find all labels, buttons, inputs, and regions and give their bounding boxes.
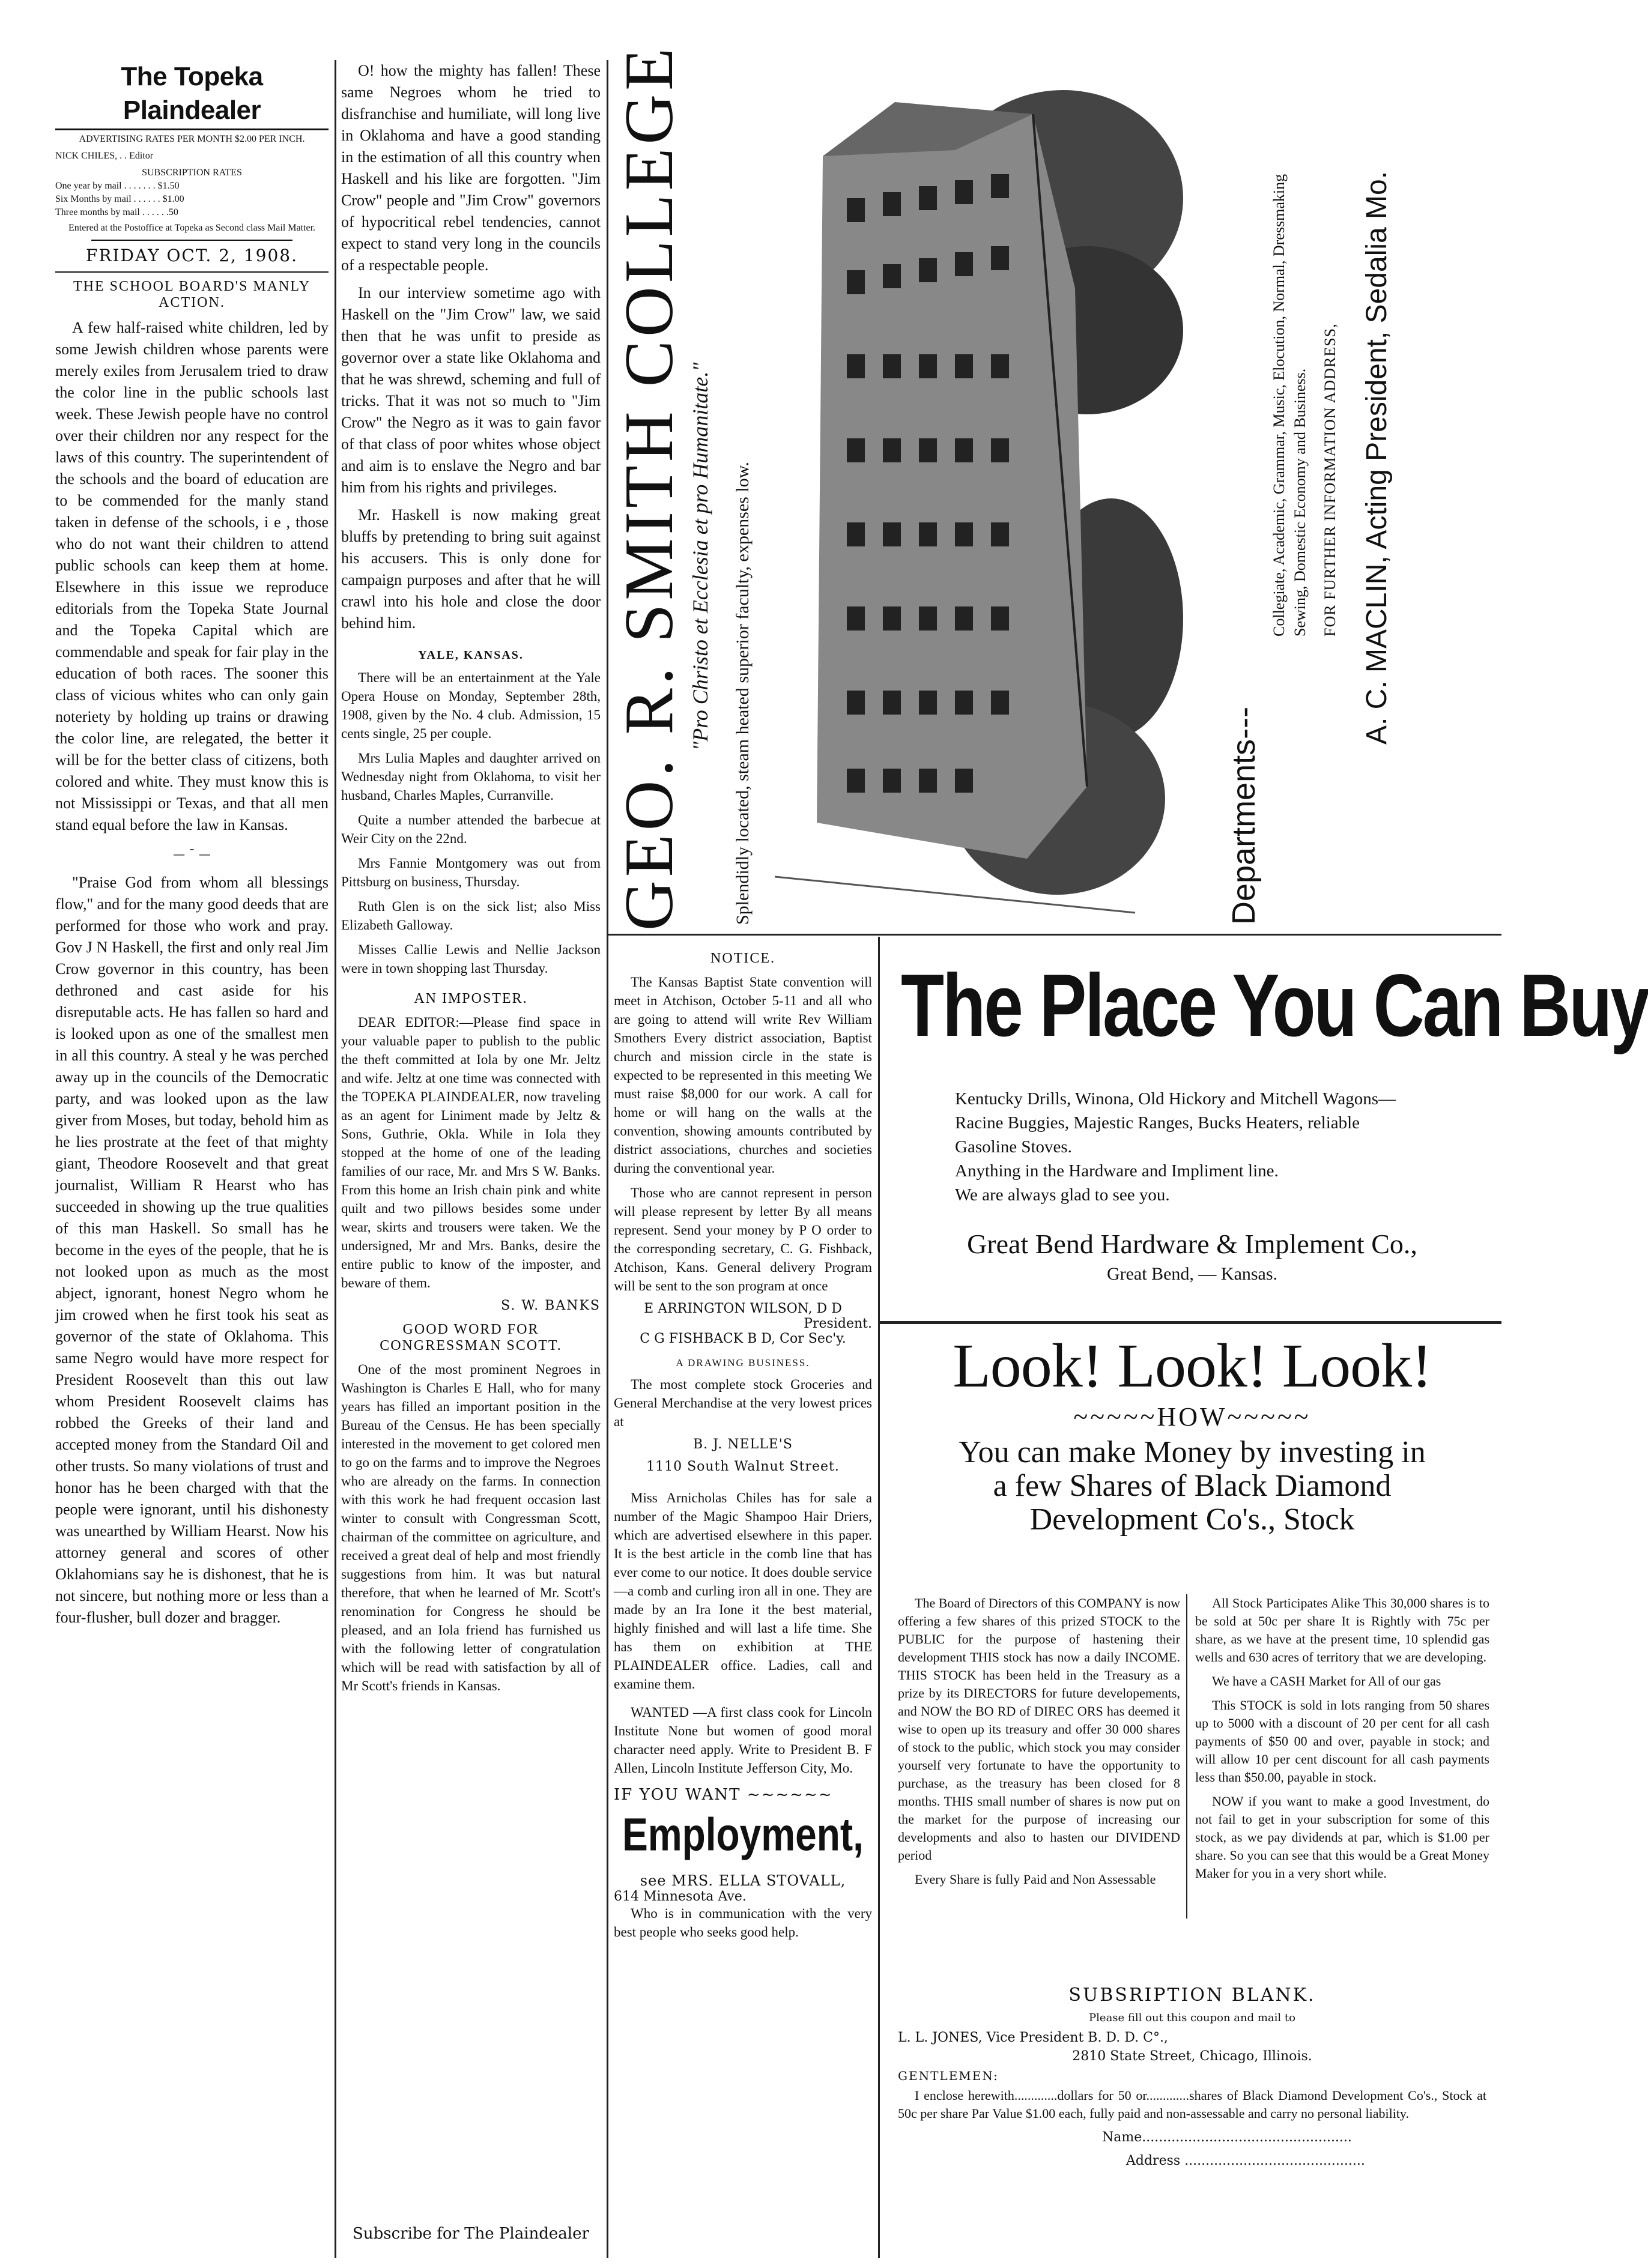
store-name: B. J. NELLE'S [693, 1437, 793, 1452]
blank-address: 2810 State Street, Chicago, Illinois. [1072, 2049, 1312, 2064]
college-ad [610, 44, 1501, 931]
name-field[interactable]: Name.................................................. [1102, 2130, 1352, 2145]
notice-paragraph: The most complete stock Groceries and General Merchandise at the very lowest prices at [614, 1377, 872, 1429]
news-item: Mrs Lulia Maples and daughter arrived on Wednesday night from Oklahoma, to visit her husband, Charles Maples, Curranville. [341, 751, 601, 803]
further-info: FOR FURTHER INFORMATION ADDRESS, [1321, 323, 1339, 637]
stock-paragraph: Every Share is fully Paid and Non Assessable [915, 1872, 1156, 1887]
invest-line: You can make Money by investing in [959, 1435, 1426, 1469]
column-2 [341, 60, 601, 2258]
invest-line: a few Shares of Black Diamond [993, 1469, 1392, 1503]
notice-paragraph: The Kansas Baptist State convention will meet in Atchison, October 5-11 and all who are going to attend will write Rev William Smothers Every district association, Baptist church and mission circle in the state is expected to be represented in this meeting We must raise $8,000 for our work. A call for home or will hang on the walls at the convention, showing amounts contributed by district associations, churches and societies during the conventional year. [614, 975, 872, 1176]
news-heading: AN IMPOSTER. [414, 991, 528, 1006]
address-field[interactable]: Address ........................................... [1126, 2153, 1365, 2168]
invest-line: Development Co's., Stock [1029, 1502, 1355, 1537]
departments-list: Collegiate, Academic, Grammar, Music, Elocution, Normal, Dressmaking [1270, 174, 1288, 637]
notice-paragraph: WANTED —A first class cook for Lincoln Institute None but women of good moral character need apply. Write to President B. F Allen, Lincoln Institute Jefferson City, Mo. [614, 1705, 872, 1776]
article-paragraph: Mr. Haskell is now making great bluffs by pretending to bring suit against his accusers. This is only done for campaign purposes and after that he will crawl into his hole and close the door behind him. [341, 506, 601, 632]
ad-divider [880, 1321, 1501, 1324]
stock-paragraph: NOW if you want to make a good Investment, do not fail to get in your subscription for some of this stock, as we pay dividends at par, which is $1.00 per share. So you can see that this would be a Great Money Maker for you in a very short while. [1195, 1794, 1489, 1881]
article-paragraph: O! how the mighty has fallen! These same Negroes whom he tried to disfranchise and humiliate, will long live in Oklahoma and have a good standing in the estimation of all this country when Haskell and his like are forgotten. "Jim Crow" people and "Jim Crow" governors of hypocritical rebel tendencies, cannot expect to stand very long in the councils of a respectable people. [341, 62, 601, 274]
rate-line: Six Months by mail . . . . . . $1.00 [55, 194, 184, 204]
hardware-line: Anything in the Hardware and Impliment line. [955, 1161, 1279, 1181]
stock-paragraph: This STOCK is sold in lots ranging from 50 shares up to 5000 with a discount of 20 per cent for all cash payments of $50 00 and over, payable in stock; and will allow 10 per cent discount for all cash payments less than $50.00, payable in stock. [1195, 1698, 1489, 1785]
notice-heading: NOTICE. [710, 951, 775, 966]
column-rule [335, 60, 336, 2258]
notice-paragraph: Miss Arnicholas Chiles has for sale a number of the Magic Shampoo Hair Driers, which are advertised elsewhere in this paper. It is the best article in the comb line that has ever come to our notice. It does double service—a comb and curling iron all in one. They are made by an Ira Ione it the best material, highly finished and will last a life time. She has them on exhibition at THE PLAINDEALER office. Ladies, call and examine them. [614, 1490, 872, 1692]
blank-recipient: L. L. JONES, Vice President B. D. D. C°., [898, 2030, 1168, 2045]
hardware-headline: The Place You Can Buy [901, 956, 1648, 1056]
notice-column [614, 946, 872, 2258]
news-heading: YALE, KANSAS. [418, 649, 524, 662]
departments-list: Sewing, Domestic Economy and Business. [1291, 368, 1309, 637]
hardware-welcome: We are always glad to see you. [955, 1185, 1170, 1205]
entered-notice: Entered at the Postoffice at Topeka as Second class Mail Matter. [68, 223, 316, 233]
column-rule [1186, 1594, 1187, 1919]
news-item: DEAR EDITOR:—Please find space in your valuable paper to publish to the public the theft committed at Iola by one Mr. Jeltz and wife. Jeltz at one time was connected with the TOPEKA PLAINDEALER, now traveling as an agent for Liniment made by Jeltz & Sons, Guthrie, Okla. While in Iola they stopped at the home of one of the leading families of our race, Mr. and Mrs S W. Banks. From this home an Irish chain pink and white quilt and two pillows besides some under wear, skirts and trousers were taken. We the undersigned, Mr and Mrs. Banks, desire the entire public to know of the imposter, and beware of them. [341, 1015, 601, 1290]
stock-right-column [1195, 1594, 1489, 1888]
notice-paragraph: Who is in communication with the very best people who seeks good help. [614, 1906, 872, 1940]
if-you-want: IF YOU WANT ~~~~~~ [614, 1786, 833, 1804]
stock-paragraph: The Board of Directors of this COMPANY is now offering a few shares of this prized STOCK to the PUBLIC for the purpose of hastening their development THIS stock has now a daily INCOME. THIS STOCK has been held in the Treasury as a prize by its DIRECTORS for future developements, and NOW the BO RD of DIREC ORS has deemed it wise to open up its treasury and offer 30 000 shares of stock to the public, which stock you may consider yourself very fortunate to have the opportunity to purchase, as the treasury has been closed for 8 months. THIS small number of shares is now put on the market for the purpose of increasing our developments and also to hasten our DIVIDEND period [898, 1595, 1181, 1863]
news-item: One of the most prominent Negroes in Washington is Charles E Hall, who for many years has filled an important position in the Bureau of the Census. He has been specially interested in the movement to get colored men to go on the farms and to improve the Negroes who are already on the farms. In connection with this work he had frequent occasion last winter to consult with Congressman Scott, chairman of the committee on agriculture, and received a great deal of help and most friendly suggestions from him. It was but natural therefore, that when he learned of Mr. Scott's renomination for Congress he should be pleased, and an Iola friend has furnished us with the following letter of congratulation which will be read with satisfaction by all of Mr Scott's friends in Kansas. [341, 1362, 601, 1693]
signature: S. W. BANKS [501, 1298, 601, 1313]
blank-instructions: Please fill out this coupon and mail to [1089, 2012, 1295, 2024]
look-headline: Look! Look! Look! [953, 1331, 1432, 1400]
masthead-title: The Topeka Plaindealer [121, 62, 263, 125]
hardware-body [955, 1087, 1423, 1207]
notice-paragraph: Those who are cannot represent in person will please represent by letter By all means represent. Send your money by P O order to the corresponding secretary, C. G. Fishback, Atchison, Kans. General delivery Program will be sent to the son program at once [614, 1185, 872, 1293]
news-item: Quite a number attended the barbecue at Weir City on the 22nd. [341, 812, 601, 846]
stock-paragraph: We have a CASH Market for All of our gas [1212, 1674, 1441, 1689]
news-item: Misses Callie Lewis and Nellie Jackson were in town shopping last Thursday. [341, 942, 601, 976]
editor-line: NICK CHILES, . . Editor [55, 151, 154, 161]
subscription-rates: SUBSCRIPTION RATES [142, 168, 242, 178]
notice-signature: C G FISHBACK B D, Cor Sec'y. [640, 1331, 846, 1346]
news-item: Mrs Fannie Montgomery was out from Pittsburg on business, Thursday. [341, 856, 601, 889]
college-building-illustration [775, 78, 1183, 931]
article-paragraph: A few half-raised white children, led by some Jewish children whose parents were merely exiles from Jerusalem tried to draw the color line in the public schools last week. These Jewish people have no control over their children nor any respect for the laws of this country. The superintendent of the schools and the board of education are to be commended for the manly stand taken in defense of the schools, i e , those who do not want their children to attend public schools can keep them at home. Elsewhere in this issue we reproduce editorials from the Topeka State Journal and the Topeka Capital which are commendable and speak for fair play in the education of both races. The sooner this class of vicious whites who can only gain noteriety by holding up trains or drawing the color line, are relegated, the better it will be for the better class of citizens, both colored and white. They must know this is not Mississippi or Texas, and that all men stand equal before the law in Kansas. [55, 319, 329, 833]
contact-address: 614 Minnesota Ave. [614, 1889, 747, 1904]
column-rule [607, 60, 608, 2258]
news-heading: GOOD WORD FOR CONGRESSMAN SCOTT. [380, 1322, 562, 1353]
rate-line: One year by mail . . . . . . . $1.50 [55, 181, 180, 191]
hardware-products: Kentucky Drills, Winona, Old Hickory and Mitchell Wagons—Racine Buggies, Majestic Ranges, Bucks Heaters, reliable Gasoline Stoves. [955, 1089, 1396, 1157]
employment-heading: Employment, [622, 1808, 864, 1861]
departments-label: Departments--- [1226, 706, 1262, 925]
notice-heading: A DRAWING BUSINESS. [676, 1357, 810, 1368]
news-item: There will be an entertainment at the Yale Opera House on Monday, September 28th, 1908, given by the No. 4 club. Admission, 15 cents single, 25 per couple. [341, 670, 601, 741]
article-paragraph: In our interview sometime ago with Haskell on the "Jim Crow" law, we said then that he was unfit to preside as governor over a state like Oklahoma and that he was shrewd, scheming and full of tricks. That it was not so much to "Jim Crow" the Negro as it was to gain favor of that class of poor whites whose object and aim is to enslave the Negro and bar him from his rights and privileges. [341, 284, 601, 496]
contact-name: see MRS. ELLA STOVALL, [640, 1872, 846, 1889]
article-paragraph: "Praise God from whom all blessings flow," and for the many good deeds that are performed for those who work and pray. Gov J N Haskell, the first and only real Jim Crow governor in this country, has been dethroned and cast aside for his disreputable acts. He has fallen so hard and is looked upon as one of the smallest men in all this country. A steal y he was perched away up in the councils of the Democratic party, and was looked upon as the law giver from Moses, but today, behold him as he lies prostrate at the feet of that mighty giant, Theodore Roosevelt and that great journalist, William R Hearst who has succeeded in showing up the true qualities of this man Haskell. So small has he become in the eyes of the people, that he is not looked upon as much as the most abject, ignorant, honest Negro whom he jim crowed when he first took his seat as governor of the state of Oklahoma. This same Negro would have more respect for President Roosevelt than this out law whom President Roosevelt claims has robbed the Greeks of their land and accepted money from the Standard Oil and other trusts. So many violations of trust and honor has he been charged with that the people were ignorant, until his dishonesty was unearthed by William Hearst. Now his attorney general and scores of other Oklahomians say he is dishonest, that he is not sincere, but nothing more or less than a four-flusher, bull dozer and bragger. [55, 874, 329, 1626]
stock-paragraph: All Stock Participates Alike This 30,000 shares is to be sold at 50c per share It is Rightly with 75c per share, as we have at the present time, 10 splendid gas wells and 630 acres of territory that we are developing. [1195, 1595, 1489, 1665]
stock-ad [886, 1330, 1498, 2258]
advertising-rates: ADVERTISING RATES PER MONTH $2.00 PER INCH. [79, 134, 305, 144]
hardware-company: Great Bend Hardware & Implement Co., [967, 1229, 1417, 1259]
issue-date: FRIDAY OCT. 2, 1908. [85, 246, 298, 265]
column-1 [55, 60, 329, 2258]
acting-president: A. C. MACLIN, Acting President, Sedalia Mo. [1361, 171, 1393, 745]
blank-salutation: GENTLEMEN: [898, 2069, 999, 2083]
college-name: GEO. R. SMITH COLLEGE [611, 44, 688, 931]
section-rule [607, 934, 1501, 936]
blank-body: I enclose herewith.............dollars for 50 or.............shares of Black Diamond Development Co's., Stock at 50c per share Par Value $1.00 each, fully paid and non-assessable and carry no personal liability. [898, 2088, 1486, 2121]
hardware-city: Great Bend, — Kansas. [1106, 1264, 1278, 1284]
college-description: Splendidly located, steam heated superior faculty, expenses low. [733, 462, 753, 925]
how-line: ~~~~~HOW~~~~~ [1073, 1402, 1311, 1432]
separator: — ˉ — [173, 847, 211, 861]
rate-line: Three months by mail . . . . . .50 [55, 207, 178, 217]
article-heading: THE SCHOOL BOARD'S MANLY ACTION. [73, 279, 311, 310]
hardware-ad [889, 955, 1648, 1315]
college-motto: "Pro Christo et Ecclesia et pro Humanitate." [688, 362, 712, 751]
stock-left-column [898, 1594, 1180, 1895]
notice-signature: E ARRINGTON WILSON, D D [644, 1301, 842, 1316]
store-address: 1110 South Walnut Street. [646, 1459, 840, 1474]
column-rule [878, 937, 880, 2258]
subscription-blank [886, 1985, 1498, 2168]
news-item: Ruth Glen is on the sick list; also Miss Elizabeth Galloway. [341, 899, 601, 933]
subscribe-line: Subscribe for The Plaindealer [353, 2225, 589, 2243]
notice-signature-title: President. [804, 1316, 872, 1331]
blank-heading: SUBSRIPTION BLANK. [1068, 1985, 1316, 2006]
